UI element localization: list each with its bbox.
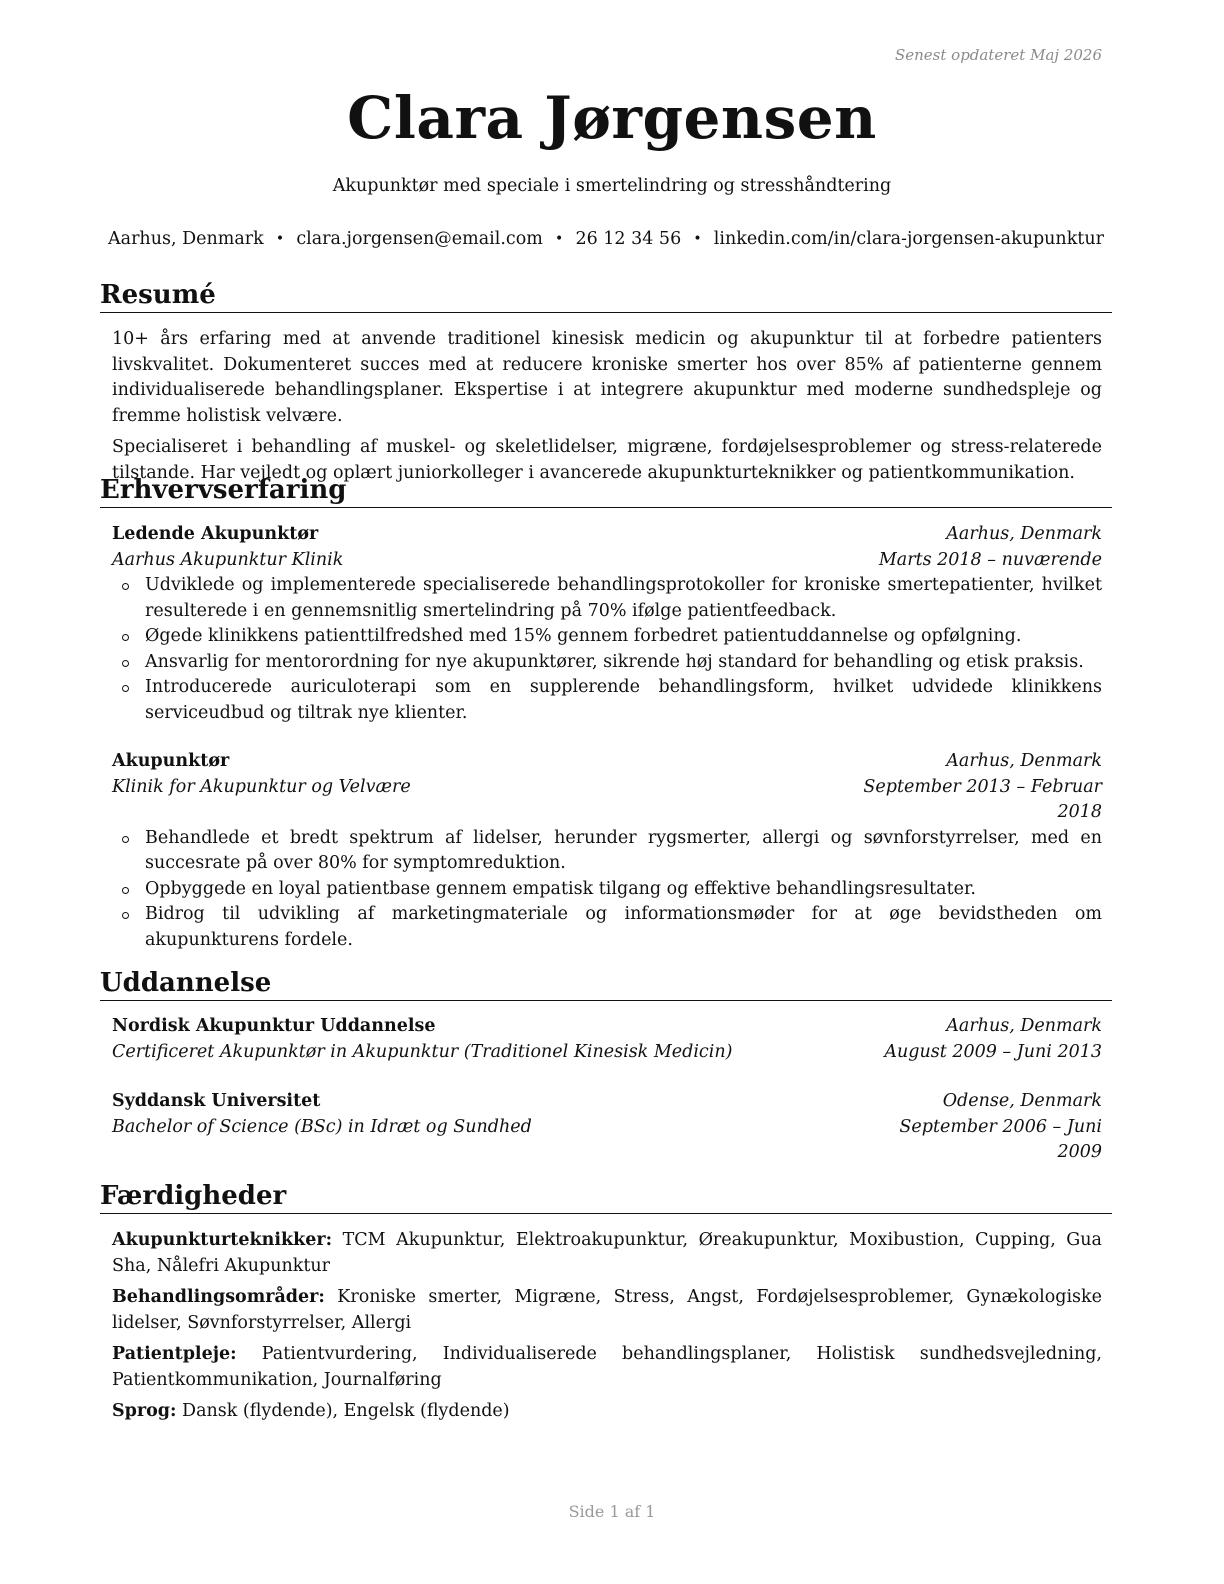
contact-email[interactable]: clara.jorgensen@email.com bbox=[296, 229, 543, 249]
education-degree: Bachelor of Science (BSc) in Idræt og Sundhed bbox=[112, 1116, 532, 1137]
contact-linkedin[interactable]: linkedin.com/in/clara-jorgensen-akupunktur bbox=[713, 229, 1104, 249]
candidate-name: Clara Jørgensen bbox=[347, 84, 877, 152]
education-dates: August 2009 – Juni 2013 bbox=[884, 1041, 1102, 1062]
section-title-skills: Færdigheder bbox=[100, 1181, 1112, 1214]
skill-value: TCM Akupunktur, Elektroakupunktur, Øreakupunktur, Moxibustion, Cupping, Gua Sha, Nålefri Akupunktur bbox=[112, 1230, 1102, 1276]
job-bullets bbox=[112, 573, 1102, 726]
skill-label: Patientpleje: bbox=[112, 1344, 237, 1364]
skill-row bbox=[112, 1228, 1102, 1279]
education-entry bbox=[112, 1014, 1102, 1065]
summary-paragraph: 10+ års erfaring med at anvende traditionel kinesisk medicin og akupunktur til at forbedre patienters livskvalitet. Dokumenteret succes med at reducere kroniske smerter hos over 85% af patienterne gennem individualiserede behandlingsplaner. Ekspertise i at integrere akupunktur med moderne sundhedspleje og fremme holistisk velvære. bbox=[112, 329, 1102, 426]
skill-row bbox=[112, 1399, 1102, 1425]
skills-section bbox=[112, 1228, 1102, 1431]
education-subheader bbox=[112, 1115, 1102, 1166]
summary-section bbox=[112, 327, 1102, 486]
job-subheader bbox=[112, 548, 1102, 574]
job-dates: September 2013 – Februar 2018 bbox=[863, 776, 1102, 822]
section-title-experience: Erhvervserfaring bbox=[100, 475, 1112, 508]
job-bullet: Behandlede et bredt spektrum af lidelser, herunder rygsmerter, allergi og søvnforstyrrelser, med en succesrate på over 80% for symptomreduktion. bbox=[112, 826, 1102, 877]
skill-label: Akupunkturteknikker: bbox=[112, 1230, 333, 1250]
job-bullet: Introducerede auriculoterapi som en supplerende behandlingsform, hvilket udvidede klinikkens serviceudbud og tiltrak nye klienter. bbox=[112, 675, 1102, 726]
summary-paragraph: Specialiseret i behandling af muskel- og skeletlidelser, migræne, fordøjelsesproblemer og stress-relaterede tilstande. Har vejledt og oplært juniorkolleger i avancerede akupunkturteknikker og patientkommunikation. bbox=[112, 437, 1102, 483]
contact-line bbox=[108, 229, 1104, 249]
job-entry bbox=[112, 749, 1102, 953]
job-role: Ledende Akupunktør bbox=[112, 524, 319, 544]
job-header bbox=[112, 522, 1102, 548]
contact-phone[interactable]: 26 12 34 56 bbox=[575, 229, 682, 249]
skill-label: Behandlingsområder: bbox=[112, 1287, 325, 1307]
tagline: Akupunktør med speciale i smertelindring og stresshåndtering bbox=[332, 176, 892, 196]
separator-dot: • bbox=[693, 231, 702, 247]
last-updated: Senest opdateret Maj 2026 bbox=[894, 46, 1102, 64]
job-company: Klinik for Akupunktur og Velvære bbox=[112, 776, 411, 797]
job-subheader bbox=[112, 775, 1102, 826]
separator-dot: • bbox=[275, 231, 285, 247]
skill-value: Patientvurdering, Individualiserede behandlingsplaner, Holistisk sundhedsvejledning, Patientkommunikation, Journalføring bbox=[112, 1344, 1102, 1390]
education-header bbox=[112, 1014, 1102, 1040]
job-location: Aarhus, Denmark bbox=[946, 524, 1102, 544]
job-company: Aarhus Akupunktur Klinik bbox=[112, 549, 344, 570]
education-location: Odense, Denmark bbox=[942, 1091, 1102, 1111]
job-bullets bbox=[112, 826, 1102, 954]
job-role: Akupunktør bbox=[112, 751, 230, 771]
job-bullet: Bidrog til udvikling af marketingmateriale og informationsmøder for at øge bevidstheden om akupunkturens fordele. bbox=[112, 902, 1102, 953]
education-school: Nordisk Akupunktur Uddannelse bbox=[112, 1016, 436, 1036]
education-entry bbox=[112, 1089, 1102, 1166]
job-header bbox=[112, 749, 1102, 775]
education-degree: Certificeret Akupunktør in Akupunktur (Traditionel Kinesisk Medicin) bbox=[112, 1041, 733, 1062]
skill-value: Kroniske smerter, Migræne, Stress, Angst, Fordøjelsesproblemer, Gynækologiske lidelser, Søvnforstyrrelser, Allergi bbox=[112, 1287, 1102, 1333]
separator-dot: • bbox=[555, 231, 564, 247]
job-bullet: Opbyggede en loyal patientbase gennem empatisk tilgang og effektive behandlingsresultater. bbox=[112, 877, 1102, 903]
job-bullet: Udviklede og implementerede specialiserede behandlingsprotokoller for kroniske smertepatienter, hvilket resulterede i en gennemsnitlig smertelindring på 70% ifølge patientfeedback. bbox=[112, 573, 1102, 624]
skill-row bbox=[112, 1285, 1102, 1336]
contact-location: Aarhus, Denmark bbox=[108, 229, 264, 249]
section-title-education: Uddannelse bbox=[100, 968, 1112, 1001]
education-header bbox=[112, 1089, 1102, 1115]
skill-value: Dansk (flydende), Engelsk (flydende) bbox=[182, 1401, 510, 1421]
skill-label: Sprog: bbox=[112, 1401, 177, 1421]
education-dates: September 2006 – Juni 2009 bbox=[899, 1116, 1102, 1162]
skill-row bbox=[112, 1342, 1102, 1393]
job-dates: Marts 2018 – nuværende bbox=[878, 549, 1102, 570]
education-subheader bbox=[112, 1040, 1102, 1066]
job-location: Aarhus, Denmark bbox=[946, 751, 1102, 771]
job-entry bbox=[112, 522, 1102, 726]
job-bullet: Ansvarlig for mentorordning for nye akupunktører, sikrende høj standard for behandling og etisk praksis. bbox=[112, 650, 1102, 676]
section-title-summary: Resumé bbox=[100, 280, 1112, 313]
education-school: Syddansk Universitet bbox=[112, 1091, 321, 1111]
page-number: Side 1 af 1 bbox=[568, 1502, 656, 1521]
education-location: Aarhus, Denmark bbox=[946, 1016, 1102, 1036]
job-bullet: Øgede klinikkens patienttilfredshed med 15% gennem forbedret patientuddannelse og opfølgning. bbox=[112, 624, 1102, 650]
